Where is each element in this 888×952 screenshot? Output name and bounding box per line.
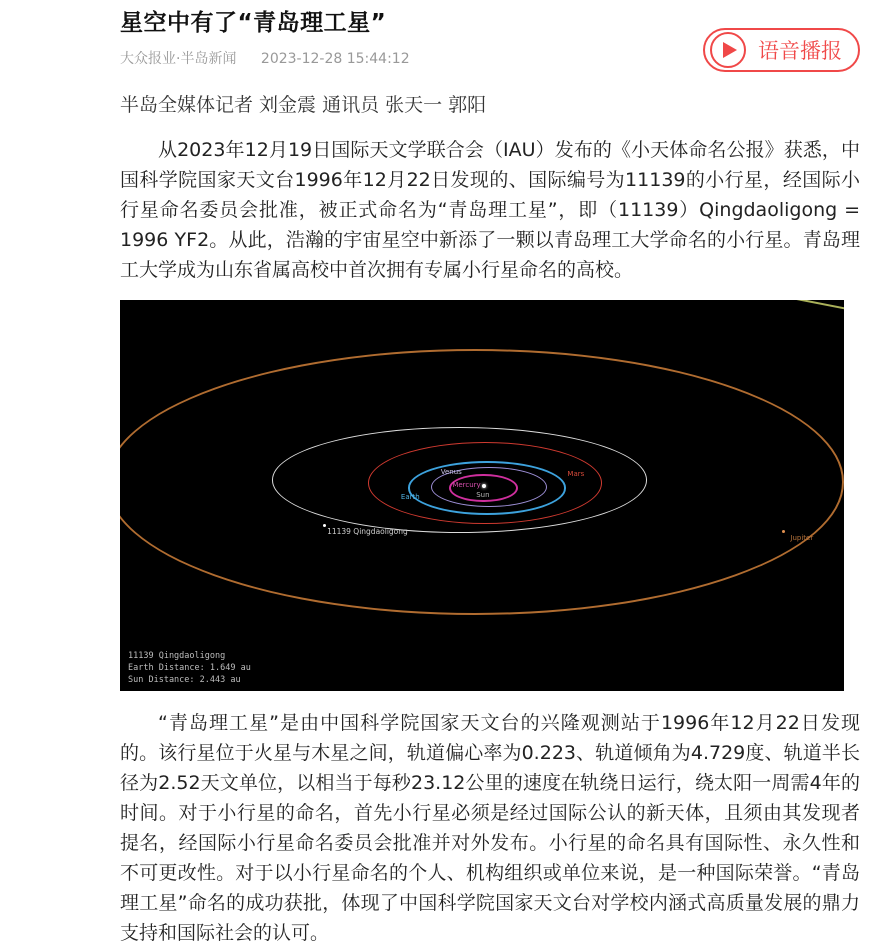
sun-dot — [482, 484, 486, 488]
figure-info-overlay — [128, 650, 251, 686]
publish-timestamp: 2023-12-28 15:44:12 — [260, 51, 410, 67]
jupiter-dot — [782, 530, 785, 533]
page-title: 星空中有了“青岛理工星” — [120, 10, 387, 36]
mars-label: Mars — [567, 470, 585, 479]
play-icon — [710, 32, 746, 68]
article-header — [120, 8, 860, 68]
figure-info-line: Sun Distance: 2.443 au — [128, 675, 241, 685]
earth-label: Earth — [400, 492, 420, 501]
asteroid-dot — [323, 524, 326, 527]
figure-info-line: Earth Distance: 1.649 au — [128, 663, 251, 673]
orbit-diagram-image — [120, 300, 844, 691]
venus-label: Venus — [440, 467, 462, 476]
byline: 半岛全媒体记者 刘金震 通讯员 张天一 郭阳 — [120, 94, 487, 116]
source-label: 大众报业·半岛新闻 — [120, 51, 237, 67]
article-page — [0, 8, 888, 948]
stray-orbit-segment — [789, 300, 844, 310]
voice-broadcast-button[interactable] — [703, 28, 860, 72]
paragraph-2: “青岛理工星”是由中国科学院国家天文台的兴隆观测站于1996年12月22日发现的。该行星位于火星与木星之间，轨道偏心率为0.223、轨道倾角为4.729度、轨道半长径为2.52天文单位，以相当于每秒23.12公里的速度在轨绕日运行，绕太阳一周需4年的时间。对于小行星的命名，首先小行星必须是经过国际公认的新天体，且须由其发现者提名，经国际小行星命名委员会批准并对外发布。小行星的命名具有国际性、永久性和不可更改性。对于以小行星命名的个人、机构组织或单位来说，是一种国际荣誉。“青岛理工星”命名的成功获批，体现了中国科学院国家天文台对学校内涵式高质量发展的鼎力支持和国际社会的认可。 — [120, 712, 860, 944]
figure-info-line: 11139 Qingdaoligong — [128, 651, 226, 661]
paragraph-1: 从2023年12月19日国际天文学联合会（IAU）发布的《小天体命名公报》获悉，中国科学院国家天文台1996年12月22日发现的、国际编号为11139的小行星，经国际小行星命名委员会批准，被正式命名为“青岛理工星”，即（11139）Qingdaoligong = 1996 YF2。从此，浩瀚的宇宙星空中新添了一颗以青岛理工大学命名的小行星。青岛理工大学成为山东省属高校中首次拥有专属小行星命名的高校。 — [120, 139, 860, 281]
mercury-label: Mercury — [452, 481, 481, 490]
sun-label: Sun — [476, 491, 490, 500]
jupiter-label: Jupiter — [790, 533, 814, 542]
asteroid-label: 11139 Qingdaoligong — [327, 527, 408, 537]
voice-broadcast-label: 语音播报 — [758, 39, 842, 63]
